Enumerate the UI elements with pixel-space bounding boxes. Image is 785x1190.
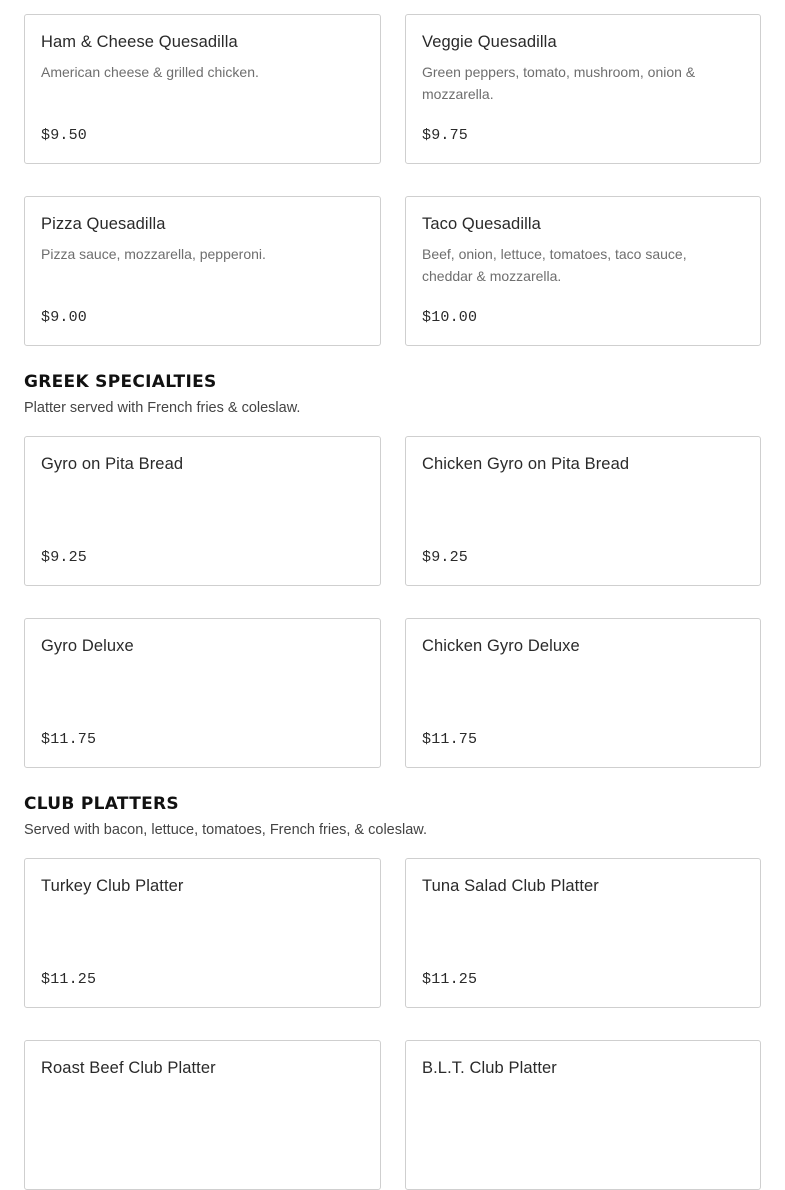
menu-item-price: $11.25 [422,971,478,988]
menu-item-price: $11.75 [422,731,478,748]
menu-item-card[interactable] [405,1040,761,1190]
menu-item-description: American cheese & grilled chicken. [41,64,259,80]
menu-item-price: $9.25 [41,549,88,566]
menu-item-description: Green peppers, tomato, mushroom, onion & mozzarella. [422,64,696,102]
menu-item-price: $9.00 [41,309,88,326]
menu-item-card[interactable] [24,1040,381,1190]
menu-item-price: $11.75 [41,731,97,748]
menu-item-card[interactable] [405,14,761,164]
menu-item-card[interactable] [405,436,761,586]
menu-item-price: $9.75 [422,127,469,144]
section-subtitle-greek-specialties: Platter served with French fries & coleslaw. [24,400,301,416]
menu-item-name: Turkey Club Platter [41,877,184,895]
menu-item-name: Taco Quesadilla [422,215,541,233]
menu-item-price: $9.50 [41,127,88,144]
menu-item-name: Chicken Gyro on Pita Bread [422,455,630,473]
menu-item-name: Pizza Quesadilla [41,215,166,233]
menu-item-card[interactable] [24,196,381,346]
quesadilla-grid [24,14,761,346]
menu-item-card[interactable] [405,618,761,768]
menu-item-description: Beef, onion, lettuce, tomatoes, taco sauce, cheddar & mozzarella. [422,246,687,284]
menu-item-card[interactable] [405,196,761,346]
menu-item-price: $11.25 [41,971,97,988]
menu-item-name: Gyro on Pita Bread [41,455,184,473]
menu-item-name: Ham & Cheese Quesadilla [41,33,238,51]
menu-item-name: Chicken Gyro Deluxe [422,637,580,655]
menu-item-name: B.L.T. Club Platter [422,1059,557,1077]
menu-item-card[interactable] [24,436,381,586]
menu-item-description: Pizza sauce, mozzarella, pepperoni. [41,246,266,262]
section-subtitle-club-platters: Served with bacon, lettuce, tomatoes, French fries, & coleslaw. [24,822,427,838]
menu-item-name: Tuna Salad Club Platter [422,877,599,895]
greek-specialties-grid [24,436,761,768]
menu-item-price: $10.00 [422,309,478,326]
menu-item-name: Gyro Deluxe [41,637,134,655]
menu-item-name: Veggie Quesadilla [422,33,557,51]
section-title-club-platters: CLUB PLATTERS [24,794,179,814]
menu-item-card[interactable] [24,858,381,1008]
menu-item-card[interactable] [24,618,381,768]
menu-item-card[interactable] [405,858,761,1008]
menu-item-price: $9.25 [422,549,469,566]
menu-item-name: Roast Beef Club Platter [41,1059,216,1077]
menu-item-card[interactable] [24,14,381,164]
club-platters-grid [24,858,761,1190]
section-title-greek-specialties: GREEK SPECIALTIES [24,372,217,392]
